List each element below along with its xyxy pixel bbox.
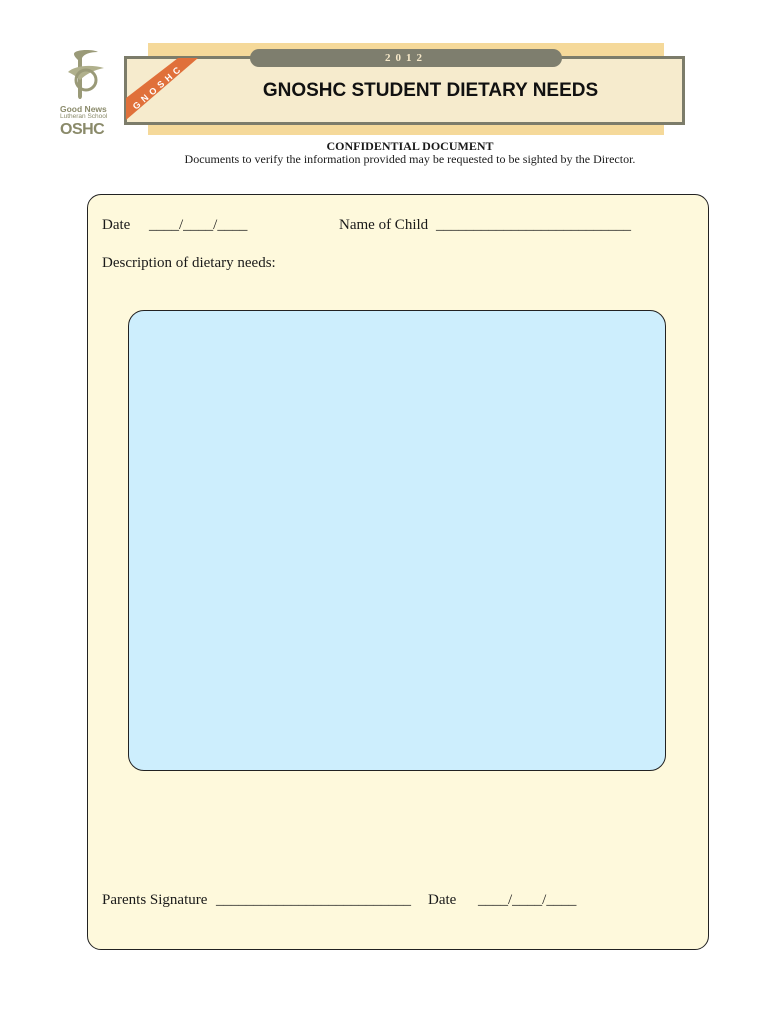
year-text: 2012 <box>385 52 427 64</box>
ribbon-text: GNOSHC <box>130 62 186 112</box>
signature-date-field[interactable]: ____/____/____ <box>478 892 577 908</box>
dietary-description-field[interactable] <box>128 310 666 771</box>
page-title: GNOSHC STUDENT DIETARY NEEDS <box>262 80 599 101</box>
confidential-heading: CONFIDENTIAL DOCUMENT <box>326 139 494 153</box>
child-name-label: Name of Child <box>339 217 429 233</box>
logo-text-oshc: OSHC <box>60 121 105 138</box>
school-logo <box>56 46 126 138</box>
date-label: Date <box>102 217 131 233</box>
child-name-field[interactable]: __________________________ <box>436 217 631 233</box>
signature-field[interactable]: __________________________ <box>216 892 411 908</box>
logo-text-good-news: Good News <box>60 104 107 114</box>
signature-label: Parents Signature <box>102 892 208 908</box>
verification-notice: Documents to verify the information provided may be requested to be sighted by the Director. <box>184 152 636 166</box>
date-field[interactable]: ____/____/____ <box>149 217 248 233</box>
year-pill <box>250 49 562 67</box>
logo-text-lutheran-school: Lutheran School <box>60 113 108 120</box>
description-label: Description of dietary needs: <box>102 255 276 271</box>
signature-date-label: Date <box>428 892 457 908</box>
cross-dove-icon <box>60 46 110 104</box>
